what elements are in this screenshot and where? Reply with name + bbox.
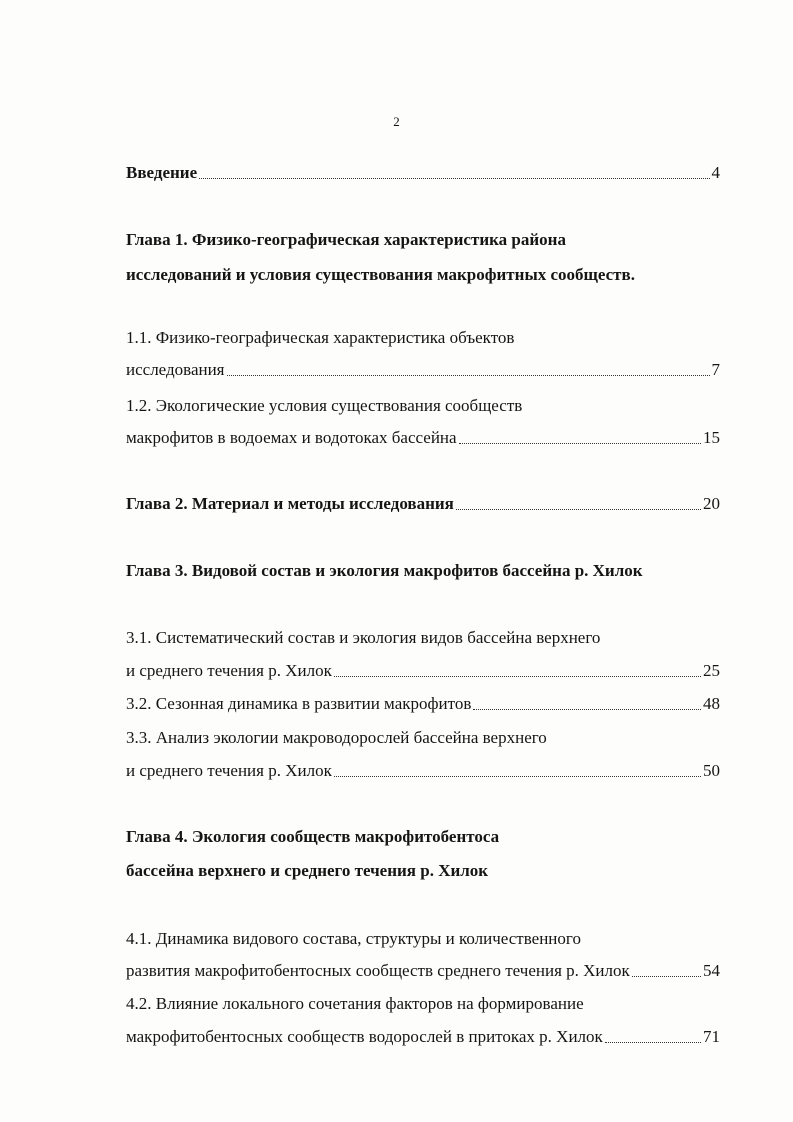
toc-section-1-2-line1: 1.2. Экологические условия существования сообществ bbox=[126, 396, 523, 415]
dot-leader bbox=[334, 676, 701, 677]
toc-page-number: 54 bbox=[703, 961, 720, 980]
toc-page-number: 48 bbox=[703, 694, 720, 713]
toc-section-4-2-line2 bbox=[126, 1027, 720, 1047]
dot-leader bbox=[199, 178, 709, 179]
toc-entry-title: Глава 2. Материал и методы исследования bbox=[126, 494, 454, 513]
toc-section-3-1-line1: 3.1. Систематический состав и экология видов бассейна верхнего bbox=[126, 628, 601, 647]
toc-page-number: 71 bbox=[703, 1027, 720, 1046]
toc-page-number: 15 bbox=[703, 428, 720, 447]
toc-chapter-4-line2: бассейна верхнего и среднего течения р. Хилок bbox=[126, 861, 489, 880]
toc-chapter-1-line1: Глава 1. Физико-географическая характеристика района bbox=[126, 230, 566, 249]
toc-section-3-3-line1: 3.3. Анализ экологии макроводорослей бассейна верхнего bbox=[126, 728, 547, 747]
toc-entry-intro bbox=[126, 163, 720, 183]
toc-entry-title: 3.2. Сезонная динамика в развитии макрофитов bbox=[126, 694, 472, 713]
toc-chapter-1-line2: исследований и условия существования макрофитных сообществ. bbox=[126, 265, 635, 284]
dot-leader bbox=[605, 1042, 701, 1043]
toc-section-1-1-line2 bbox=[126, 360, 720, 380]
toc-section-4-1-line2 bbox=[126, 961, 720, 981]
toc-entry-title: макрофитобентосных сообществ водорослей в притоках р. Хилок bbox=[126, 1027, 603, 1046]
dot-leader bbox=[334, 776, 701, 777]
toc-section-4-2-line1: 4.2. Влияние локального сочетания факторов на формирование bbox=[126, 994, 584, 1013]
toc-page-number: 50 bbox=[703, 761, 720, 780]
page-number: 2 bbox=[393, 114, 400, 129]
toc-page-number: 25 bbox=[703, 661, 720, 680]
toc-chapter-2 bbox=[126, 494, 720, 514]
toc-page-number: 20 bbox=[703, 494, 720, 513]
toc-entry-title: и среднего течения р. Хилок bbox=[126, 661, 332, 680]
toc-section-1-1-line1: 1.1. Физико-географическая характеристика объектов bbox=[126, 328, 515, 347]
toc-entry-title: исследования bbox=[126, 360, 225, 379]
dot-leader bbox=[456, 509, 701, 510]
dot-leader bbox=[473, 709, 701, 710]
toc-section-4-1-line1: 4.1. Динамика видового состава, структуры и количественного bbox=[126, 929, 581, 948]
toc-page-number: 7 bbox=[711, 360, 720, 379]
toc-section-1-2-line2 bbox=[126, 428, 720, 448]
toc-entry-title: макрофитов в водоемах и водотоках бассейна bbox=[126, 428, 457, 447]
toc-section-3-1-line2 bbox=[126, 661, 720, 681]
toc-entry-title: развития макрофитобентосных сообществ среднего течения р. Хилок bbox=[126, 961, 630, 980]
toc-entry-title: Введение bbox=[126, 163, 198, 182]
toc-page-number: 4 bbox=[711, 163, 720, 182]
toc-entry-title: и среднего течения р. Хилок bbox=[126, 761, 332, 780]
dot-leader bbox=[227, 375, 710, 376]
dot-leader bbox=[632, 976, 701, 977]
dot-leader bbox=[459, 443, 701, 444]
toc-chapter-3: Глава 3. Видовой состав и экология макрофитов бассейна р. Хилок bbox=[126, 561, 643, 580]
toc-chapter-4-line1: Глава 4. Экология сообществ макрофитобентоса bbox=[126, 827, 500, 846]
toc-section-3-2 bbox=[126, 694, 720, 714]
toc-section-3-3-line2 bbox=[126, 761, 720, 781]
